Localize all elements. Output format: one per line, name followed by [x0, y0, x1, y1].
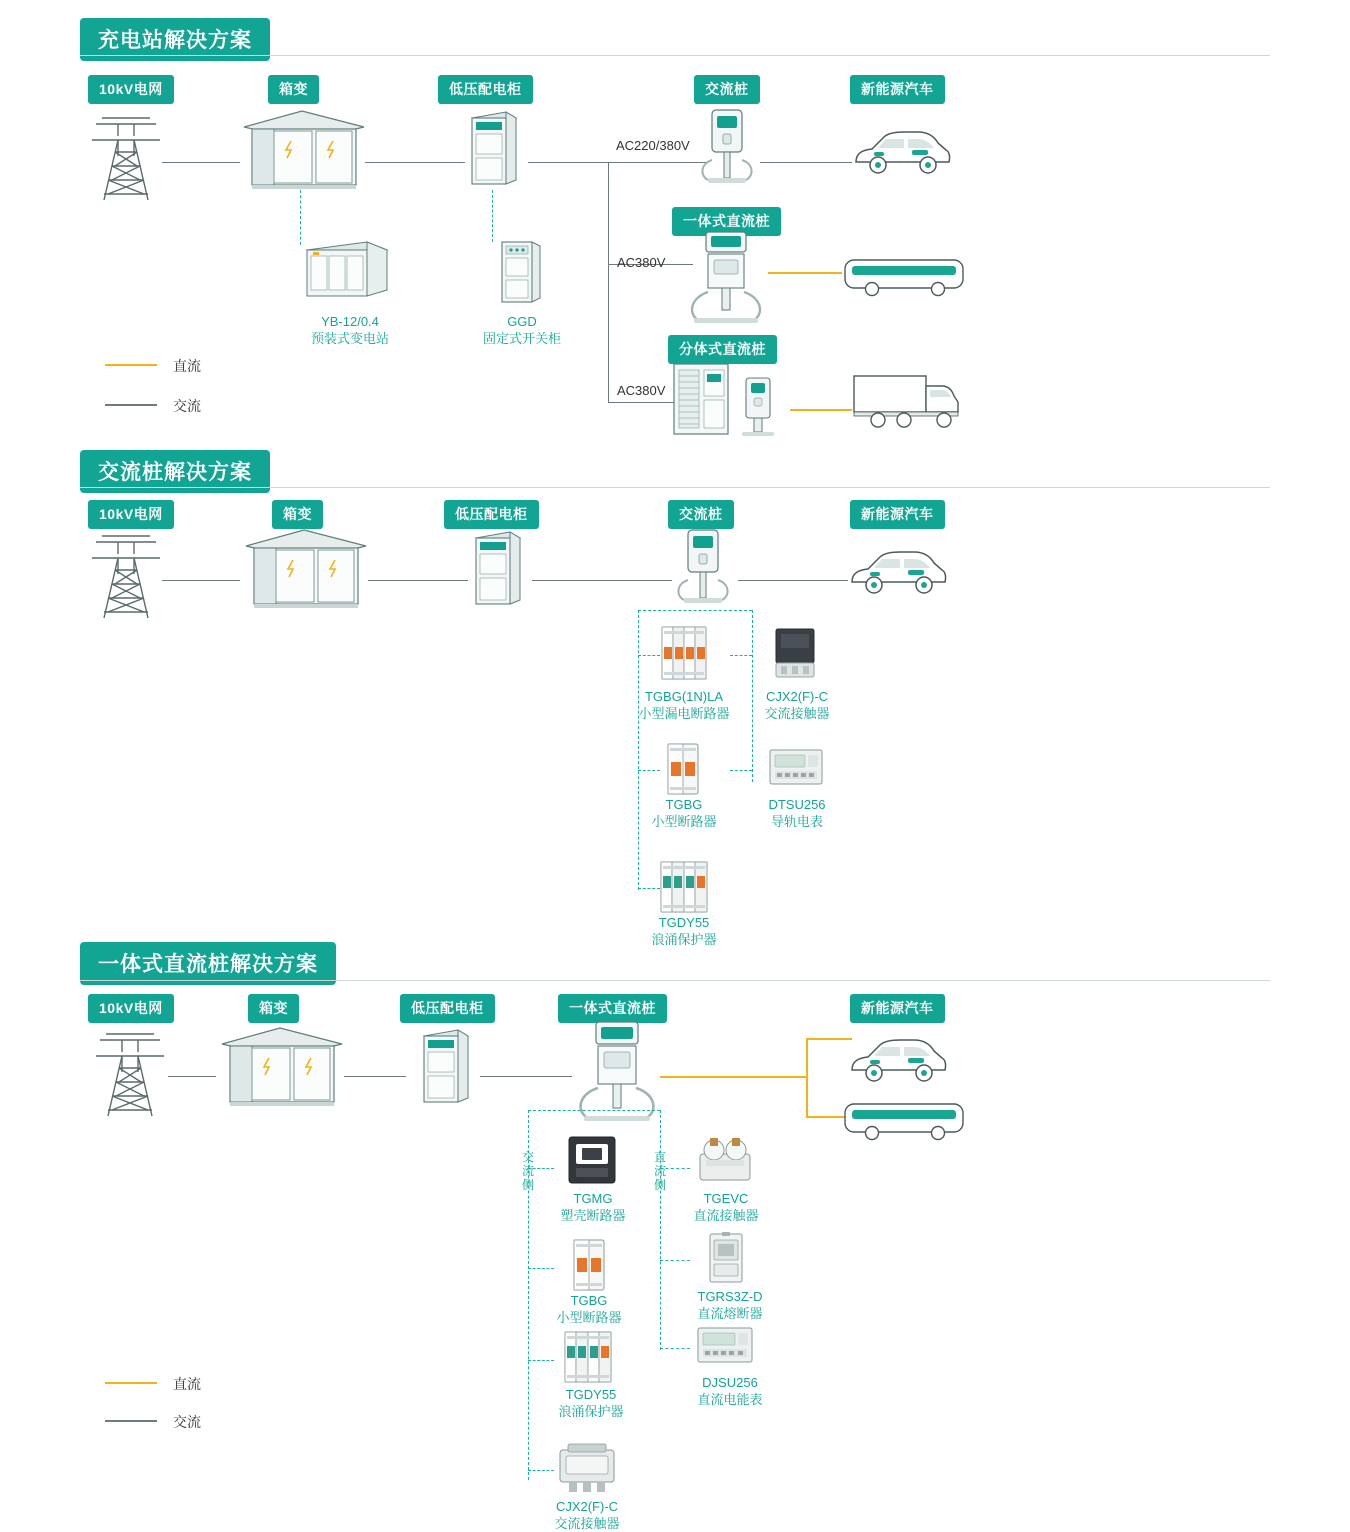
caption-djsu256-l1: DJSU256: [702, 1375, 758, 1390]
caption-ggd-l1: GGD: [507, 314, 537, 329]
line-dc-bus-vertical-3: [806, 1038, 808, 1116]
caption-cjx2fc-3-l2: 交流接触器: [554, 1516, 620, 1531]
side-label-dc: 直流侧: [653, 1150, 666, 1192]
caption-tgdy55-2: [622, 914, 746, 948]
section-2-title: 交流桩解决方案: [80, 450, 270, 493]
line-grid-to-box-2: [162, 580, 240, 581]
tag-grid-2: 10kV电网: [88, 500, 174, 529]
line-branch-dc-split-1: [608, 402, 676, 403]
caption-tgbg-3-l1: TGBG: [570, 1293, 608, 1308]
lv-cabinet-icon-1: [468, 110, 520, 190]
caption-tgbg1nla: [618, 688, 750, 722]
voltage-label-ac380-b: AC380V: [617, 383, 666, 398]
tag-ev-1: 新能源汽车: [850, 75, 945, 104]
dash-to-cjx2-2: [730, 655, 752, 656]
caption-ggd-l2: 固定式开关柜: [482, 331, 561, 346]
caption-tgevc-l2: 直流接触器: [693, 1208, 759, 1223]
tag-dc-split-1: 分体式直流桩: [668, 335, 777, 364]
dash-to-tgdy55-2: [638, 888, 660, 889]
dash-top-2: [638, 610, 752, 611]
side-label-ac: 交流侧: [521, 1150, 534, 1192]
dash-left-branch-2: [638, 610, 639, 890]
ev-bus-icon-3: [842, 1100, 966, 1142]
caption-tgdy55-2-l2: 浪涌保护器: [651, 932, 717, 947]
caption-tgbg-3-l2: 小型断路器: [556, 1310, 622, 1325]
ac-charging-pile-icon-1: [694, 108, 760, 186]
line-cabinet-to-pile-2: [532, 580, 672, 581]
tag-grid-3: 10kV电网: [88, 994, 174, 1023]
device-icon-tgrs3zd: [704, 1232, 748, 1284]
legend-dc-line-3: [105, 1382, 157, 1384]
line-dc-truck-1: [790, 409, 852, 411]
line-dc-bus-1: [768, 272, 842, 274]
caption-cjx2fc-2: [742, 688, 852, 722]
line-cabinet-to-pile-3: [480, 1076, 572, 1077]
caption-tgdy55-3-l1: TGDY55: [565, 1387, 617, 1402]
legend-dc-3: [105, 1374, 305, 1392]
ggd-cabinet-icon: [500, 240, 542, 306]
caption-tgevc-l1: TGEVC: [703, 1191, 749, 1206]
line-grid-to-box-3: [168, 1076, 216, 1077]
legend-ac-label-3: 交流: [173, 1414, 201, 1430]
caption-prefab-substation: [250, 313, 450, 347]
caption-cjx2fc-3-l1: CJX2(F)-C: [555, 1499, 619, 1514]
dash-ac-branch-3: [528, 1110, 529, 1480]
dash-to-cjx2-3: [528, 1470, 554, 1471]
ev-car-icon-1: [852, 126, 952, 178]
legend-dc-label-3: 直流: [173, 1376, 201, 1392]
box-substation-icon-1: [238, 105, 368, 195]
dash-dc-branch-3: [660, 1110, 661, 1350]
box-substation-icon-3: [216, 1022, 346, 1112]
section-2-rule: [80, 487, 1270, 488]
line-pile-to-ev-2: [738, 580, 848, 581]
line-dc-to-car-3: [806, 1038, 852, 1040]
device-icon-tgdy55-3: [562, 1330, 614, 1384]
legend-ac-label-1: 交流: [173, 398, 201, 414]
section-1-title: 充电站解决方案: [80, 18, 270, 61]
tag-ac-pile-1: 交流桩: [694, 75, 760, 104]
section-3-header: [80, 942, 336, 985]
caption-djsu256-l2: 直流电能表: [697, 1392, 763, 1407]
lv-cabinet-icon-2: [472, 530, 524, 610]
caption-tgbg-2-l1: TGBG: [665, 797, 703, 812]
line-grid-to-box-1: [162, 162, 240, 163]
legend-ac-1: [105, 396, 305, 414]
section-3-title: 一体式直流桩解决方案: [80, 942, 336, 985]
device-icon-dtsu256: [768, 746, 824, 790]
ev-truck-icon-1: [852, 372, 964, 434]
dash-to-tgrs3zd: [660, 1260, 690, 1261]
caption-tgrs3zd: [668, 1288, 792, 1322]
caption-tgmg-l1: TGMG: [573, 1191, 613, 1206]
device-icon-tgbg-2: [664, 742, 702, 796]
tag-ev-2: 新能源汽车: [850, 500, 945, 529]
caption-dtsu256: [742, 796, 852, 830]
caption-tgrs3zd-l1: TGRS3Z-D: [697, 1289, 763, 1304]
caption-cjx2fc-3: [528, 1498, 646, 1532]
caption-tgdy55-3: [532, 1386, 650, 1420]
caption-cjx2fc-2-l2: 交流接触器: [764, 706, 830, 721]
tag-box-substation-2: 箱变: [272, 500, 323, 529]
box-substation-icon-2: [240, 524, 370, 614]
dash-to-tgbg-3: [528, 1268, 554, 1269]
dash-to-tgmg: [528, 1168, 554, 1169]
power-pylon-icon-1: [88, 116, 164, 202]
dash-to-tgbg-2: [638, 770, 660, 771]
caption-tgbg-2-l2: 小型断路器: [651, 814, 717, 829]
legend-ac-3: [105, 1412, 305, 1430]
legend-dc-line-1: [105, 364, 157, 366]
device-icon-cjx2fc-3: [556, 1442, 618, 1496]
section-3-rule: [80, 980, 1270, 981]
tag-lv-cabinet-2: 低压配电柜: [444, 500, 539, 529]
device-icon-tgmg: [566, 1134, 618, 1186]
device-icon-tgdy55-2: [658, 860, 710, 914]
caption-tgbg1nla-l2: 小型漏电断路器: [638, 706, 730, 721]
tag-box-substation-1: 箱变: [268, 75, 319, 104]
caption-tgdy55-3-l2: 浪涌保护器: [558, 1404, 624, 1419]
ev-bus-icon-1: [842, 256, 966, 298]
dash-top-3: [528, 1110, 660, 1111]
device-icon-cjx2fc-2: [772, 625, 818, 683]
caption-dtsu256-l1: DTSU256: [768, 797, 826, 812]
caption-tgbg1nla-l1: TGBG(1N)LA: [644, 689, 723, 704]
line-pile-to-ev-1: [760, 162, 852, 163]
tag-box-substation-3: 箱变: [248, 994, 299, 1023]
caption-tgevc: [676, 1190, 776, 1224]
lv-cabinet-icon-3: [420, 1028, 472, 1108]
caption-tgmg: [540, 1190, 646, 1224]
tag-lv-cabinet-1: 低压配电柜: [438, 75, 533, 104]
dash-to-dtsu256: [730, 770, 752, 771]
power-pylon-icon-2: [88, 534, 164, 620]
voltage-label-ac220: AC220/380V: [616, 138, 690, 153]
dash-to-tgevc: [660, 1168, 690, 1169]
device-icon-tgevc: [696, 1136, 754, 1186]
caption-prefab-l2: 预装式变电站: [310, 331, 389, 346]
tag-dc-integrated-1: 一体式直流桩: [672, 207, 781, 236]
dash-cabinet-1: [492, 190, 493, 242]
line-cabinet-to-pile-1: [528, 162, 708, 163]
tag-lv-cabinet-3: 低压配电柜: [400, 994, 495, 1023]
tag-dc-integrated-3: 一体式直流桩: [558, 994, 667, 1023]
dc-split-cabinet-icon: [672, 362, 790, 440]
ev-car-icon-3: [848, 1034, 948, 1086]
device-icon-tgbg-3: [570, 1238, 608, 1292]
section-1-rule: [80, 55, 1270, 56]
voltage-label-ac380-a: AC380V: [617, 255, 666, 270]
legend-dc-label-1: 直流: [173, 358, 201, 374]
caption-tgrs3zd-l2: 直流熔断器: [697, 1306, 763, 1321]
caption-tgbg-3: [540, 1292, 638, 1326]
caption-dtsu256-l2: 导轨电表: [770, 814, 823, 829]
prefab-substation-icon: [305, 240, 389, 302]
legend-ac-line-1: [105, 404, 157, 406]
device-icon-tgbg1nla: [658, 625, 710, 683]
legend-dc-1: [105, 356, 305, 374]
legend-ac-line-3: [105, 1420, 157, 1422]
line-box-to-cabinet-3: [344, 1076, 406, 1077]
dash-to-tgbgla: [638, 655, 660, 656]
line-branch-vertical-1: [608, 162, 609, 402]
dc-integrated-pile-icon-1: [684, 230, 768, 326]
device-icon-djsu256: [696, 1324, 754, 1368]
caption-prefab-l1: YB-12/0.4: [321, 314, 379, 329]
caption-tgdy55-2-l1: TGDY55: [658, 915, 710, 930]
caption-tgbg-2: [634, 796, 734, 830]
line-box-to-cabinet-1: [365, 162, 465, 163]
caption-ggd: [452, 313, 592, 347]
line-box-to-cabinet-2: [368, 580, 468, 581]
line-dc-out-3: [660, 1076, 808, 1078]
tag-ac-pile-2: 交流桩: [668, 500, 734, 529]
dash-to-tgdy55-3: [528, 1360, 554, 1361]
dash-to-djsu256: [660, 1348, 690, 1349]
tag-ev-3: 新能源汽车: [850, 994, 945, 1023]
caption-tgmg-l2: 塑壳断路器: [560, 1208, 626, 1223]
ev-car-icon-2: [848, 546, 948, 598]
tag-grid-1: 10kV电网: [88, 75, 174, 104]
caption-djsu256: [668, 1374, 792, 1408]
ac-charging-pile-icon-2: [670, 528, 736, 606]
power-pylon-icon-3: [92, 1032, 168, 1118]
dash-box-substation-1: [300, 190, 301, 245]
dc-integrated-pile-icon-3: [572, 1020, 662, 1124]
caption-cjx2fc-2-l1: CJX2(F)-C: [765, 689, 829, 704]
